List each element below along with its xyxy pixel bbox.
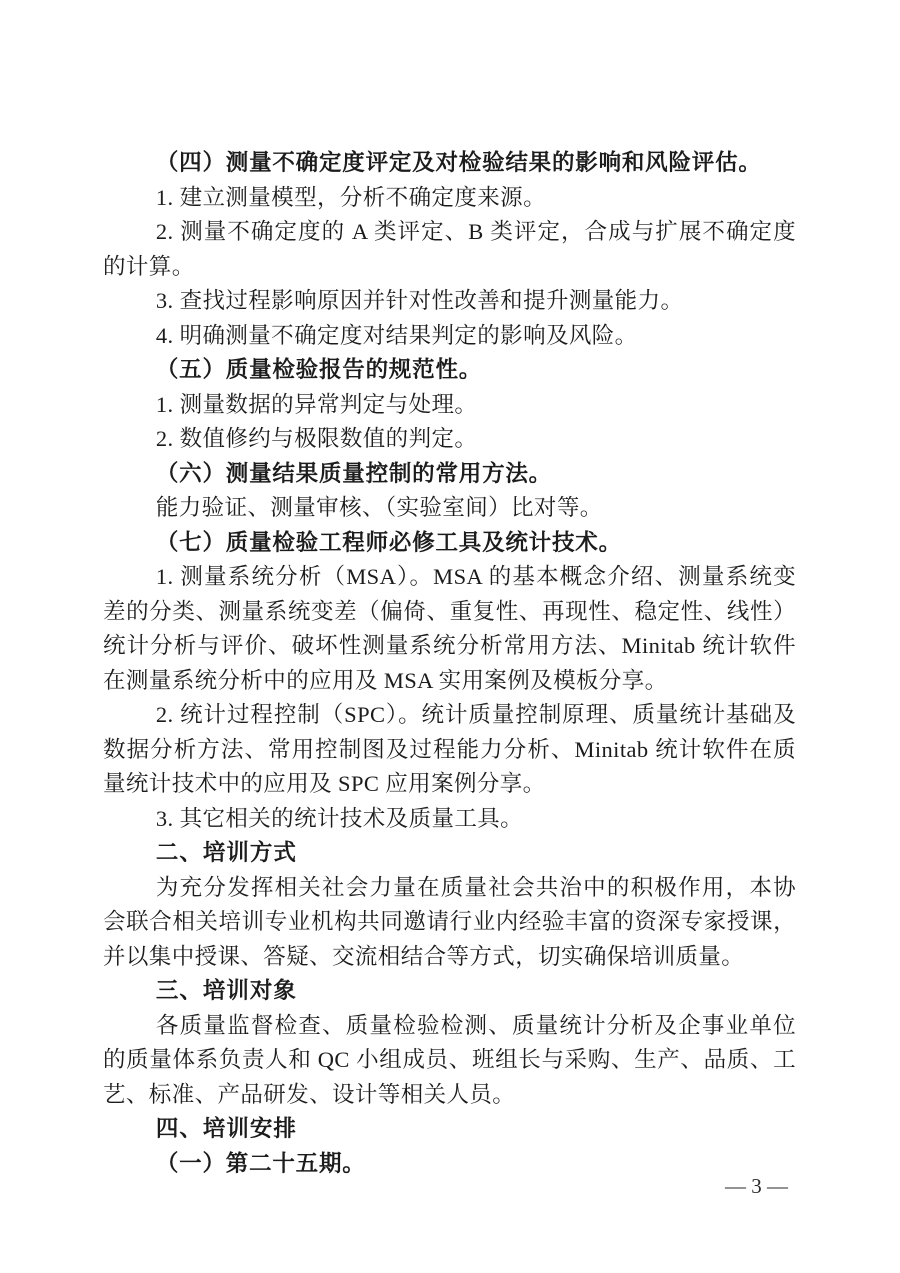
paragraph: 各质量监督检查、质量检验检测、质量统计分析及企事业单位的质量体系负责人和 QC 小组成员、班组长与采购、生产、品质、工艺、标准、产品研发、设计等相关人员。 (103, 1012, 796, 1107)
section-heading: （七）质量检验工程师必修工具及统计技术。 (155, 529, 622, 555)
paragraph: 1. 测量系统分析（MSA）。MSA 的基本概念介绍、测量系统变差的分类、测量系统变差（偏倚、重复性、再现性、稳定性、线性）统计分析与评价、破坏性测量系统分析常用方法、Minitab 统计软件在测量系统分析中的应用及 MSA 实用案例及模板分享。 (103, 564, 796, 693)
paragraph: 2. 数值修约与极限数值的判定。 (155, 426, 478, 451)
document-content (103, 146, 796, 1181)
paragraph: 2. 统计过程控制（SPC）。统计质量控制原理、质量统计基础及数据分析方法、常用控制图及过程能力分析、Minitab 统计软件在质量统计技术中的应用及 SPC 应用案例分享。 (103, 702, 796, 796)
section-heading: 二、培训方式 (155, 840, 297, 865)
section-heading: （五）质量检验报告的规范性。 (155, 357, 483, 382)
section-heading: 三、培训对象 (155, 978, 297, 1003)
section-heading: （四）测量不确定度评定及对检验结果的影响和风险评估。 (155, 150, 762, 175)
page-number: — 3 — (725, 1174, 788, 1198)
section-heading: （一）第二十五期。 (155, 1150, 366, 1176)
paragraph: 2. 测量不确定度的 A 类评定、B 类评定，合成与扩展不确定度的计算。 (103, 219, 796, 279)
section-heading: 四、培训安排 (155, 1116, 297, 1141)
paragraph: 4. 明确测量不确定度对结果判定的影响及风险。 (155, 322, 638, 348)
paragraph: 3. 查找过程影响原因并针对性改善和提升测量能力。 (155, 288, 684, 313)
paragraph: 1. 建立测量模型，分析不确定度来源。 (155, 184, 546, 210)
section-heading: （六）测量结果质量控制的常用方法。 (155, 460, 552, 486)
paragraph: 能力验证、测量审核、（实验室间）比对等。 (155, 495, 603, 520)
paragraph: 为充分发挥相关社会力量在质量社会共治中的积极作用，本协会联合相关培训专业机构共同邀请行业内经验丰富的资深专家授课，并以集中授课、答疑、交流相结合等方式，切实确保培训质量。 (103, 874, 796, 969)
paragraph: 1. 测量数据的异常判定与处理。 (155, 391, 478, 417)
paragraph: 3. 其它相关的统计技术及质量工具。 (155, 805, 524, 831)
